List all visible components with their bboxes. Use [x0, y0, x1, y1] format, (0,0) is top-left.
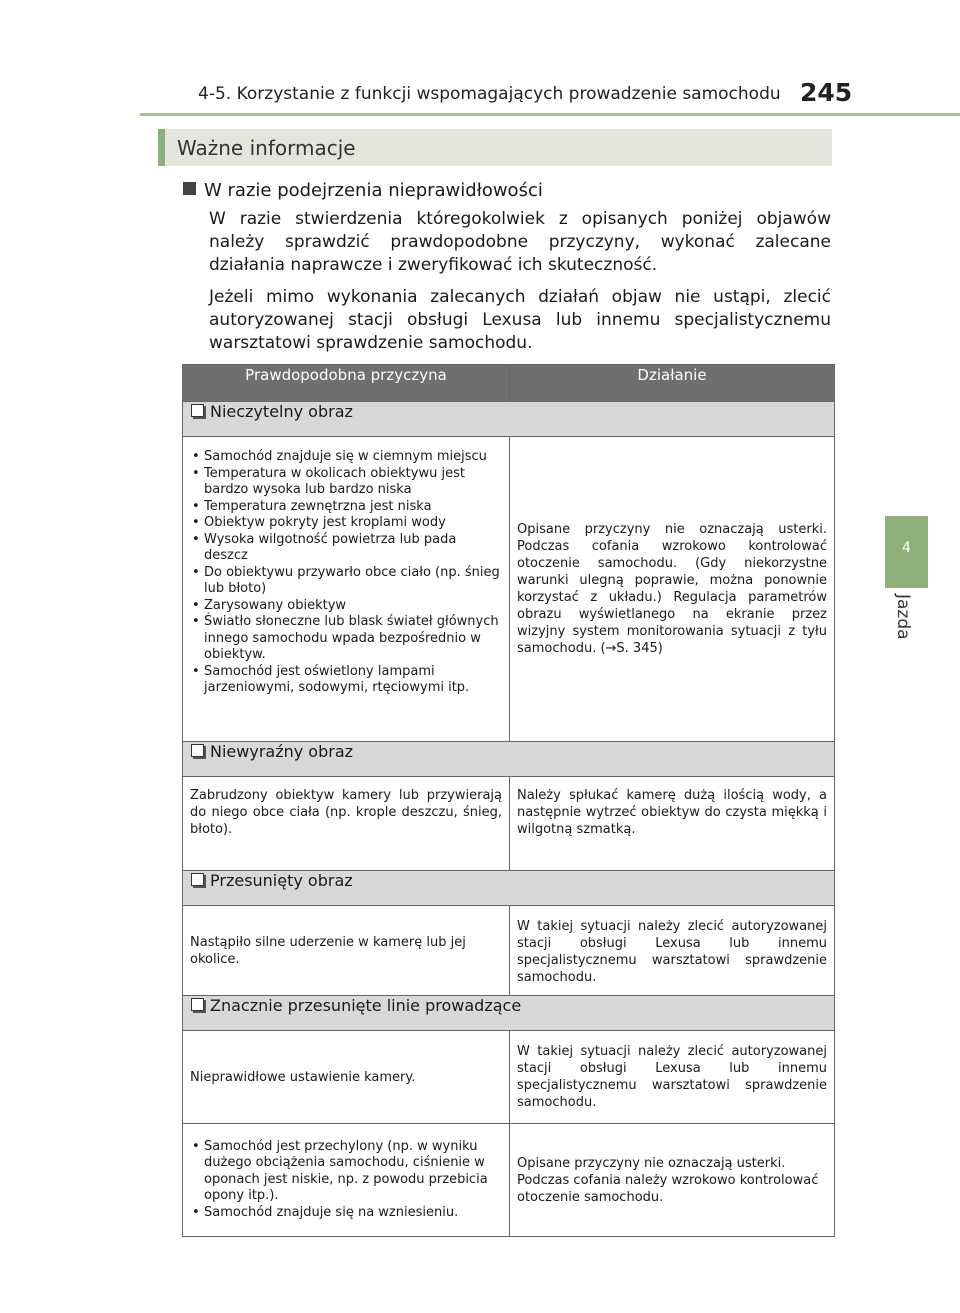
- cause-item: • Wysoka wilgotność powietrza lub pada deszcz: [190, 532, 502, 565]
- category-row: [183, 871, 835, 906]
- cause-item: • Temperatura w okolicach obiektywu jest bardzo wysoka lub bardzo niska: [190, 466, 502, 499]
- cause-item: • Temperatura zewnętrzna jest niska: [190, 499, 502, 516]
- category-label: Przesunięty obraz: [210, 871, 353, 890]
- subheading: [183, 180, 543, 201]
- checkbox-icon: [191, 998, 204, 1011]
- page-number: 245: [800, 78, 853, 107]
- category-row: [183, 996, 835, 1031]
- action-cell: Opisane przyczyny nie oznaczają usterki. Podczas cofania wzrokowo kontrolować otoczenie samochodu. (Gdy niekorzystne warunki ulegną poprawie, można ponownie korzystać z układu.) Regulacja parametrów obrazu wyświetlanego na ekranie przez wizyjny system monitorowania sytuacji z tyłu samochodu. (→S. 345): [510, 437, 835, 742]
- checkbox-icon: [191, 404, 204, 417]
- cause-item: • Światło słoneczne lub blask świateł głównych innego samochodu wpada bezpośrednio w obiektyw.: [190, 614, 502, 664]
- cause-cell: Nastąpiło silne uderzenie w kamerę lub jej okolice.: [183, 906, 510, 996]
- cause-item: • Samochód znajduje się na wzniesieniu.: [190, 1205, 502, 1222]
- action-cell: W takiej sytuacji należy zlecić autoryzowanej stacji obsługi Lexusa lub innemu specjalistycznemu warsztatowi sprawdzenie samochodu.: [510, 906, 835, 996]
- action-cell: Należy spłukać kamerę dużą ilością wody, a następnie wytrzeć obiektyw do czysta miękką i wilgotną szmatką.: [510, 777, 835, 871]
- cause-item: • Obiektyw pokryty jest kroplami wody: [190, 515, 502, 532]
- category-row: [183, 402, 835, 437]
- category-cell: [183, 402, 835, 437]
- category-cell: [183, 742, 835, 777]
- cause-item: • Samochód jest przechylony (np. w wyniku dużego obciążenia samochodu, ciśnienie w oponach jest niskie, np. z powodu przebicia opony itp.).: [190, 1139, 502, 1205]
- cause-list: [190, 1139, 502, 1222]
- cause-cell: Zabrudzony obiektyw kamery lub przywierają do niego obce ciała (np. krople deszczu, śnieg, błoto).: [183, 777, 510, 871]
- chapter-title: 4-5. Korzystanie z funkcji wspomagających prowadzenie samochodu: [198, 84, 781, 104]
- category-label: Niewyraźny obraz: [210, 742, 354, 761]
- table-row: [183, 437, 835, 742]
- category-label: Nieczytelny obraz: [210, 402, 353, 421]
- category-cell: [183, 871, 835, 906]
- cause-item: • Zarysowany obiektyw: [190, 598, 502, 615]
- banner-accent: [158, 129, 165, 166]
- table-row: [183, 1124, 835, 1237]
- cause-cell: [183, 437, 510, 742]
- checkbox-icon: [191, 873, 204, 886]
- cause-item: • Samochód znajduje się w ciemnym miejscu: [190, 449, 502, 466]
- subheading-text: W razie podejrzenia nieprawidłowości: [204, 180, 543, 201]
- action-cell: W takiej sytuacji należy zlecić autoryzowanej stacji obsługi Lexusa lub innemu specjalistycznemu warsztatowi sprawdzenie samochodu.: [510, 1031, 835, 1124]
- checkbox-icon: [191, 744, 204, 757]
- section-banner: [158, 129, 832, 166]
- action-cell: Opisane przyczyny nie oznaczają usterki. Podczas cofania należy wzrokowo kontrolować otoczenie samochodu.: [510, 1124, 835, 1237]
- header-divider: [140, 113, 960, 116]
- category-label: Znacznie przesunięte linie prowadzące: [210, 996, 522, 1015]
- side-tab-number: 4: [902, 540, 911, 556]
- column-header: Prawdopodobna przyczyna: [183, 365, 510, 402]
- cause-list: [190, 449, 502, 697]
- category-row: [183, 742, 835, 777]
- category-cell: [183, 996, 835, 1031]
- side-tab-label: Jazda: [893, 594, 913, 640]
- cause-item: • Do obiektywu przywarło obce ciało (np. śnieg lub błoto): [190, 565, 502, 598]
- cause-cell: Nieprawidłowe ustawienie kamery.: [183, 1031, 510, 1124]
- table-row: [183, 777, 835, 871]
- table-row: [183, 906, 835, 996]
- paragraph: W razie stwierdzenia któregokolwiek z opisanych poniżej objawów należy sprawdzić prawdopodobne przyczyny, wykonać zalecane działania naprawcze i zweryfikować ich skuteczność.: [209, 209, 831, 275]
- cause-cell: [183, 1124, 510, 1237]
- troubleshooting-table: [182, 364, 835, 1237]
- column-header: Działanie: [510, 365, 835, 402]
- cause-item: • Samochód jest oświetlony lampami jarzeniowymi, sodowymi, rtęciowymi itp.: [190, 664, 502, 697]
- table-row: [183, 1031, 835, 1124]
- paragraph: Jeżeli mimo wykonania zalecanych działań objaw nie ustąpi, zlecić autoryzowanej stacji obsługi Lexusa lub innemu specjalistycznemu warsztatowi sprawdzenie samochodu.: [209, 287, 831, 353]
- section-title: Ważne informacje: [177, 136, 356, 160]
- square-bullet-icon: [183, 182, 196, 195]
- table-header-row: [183, 365, 835, 402]
